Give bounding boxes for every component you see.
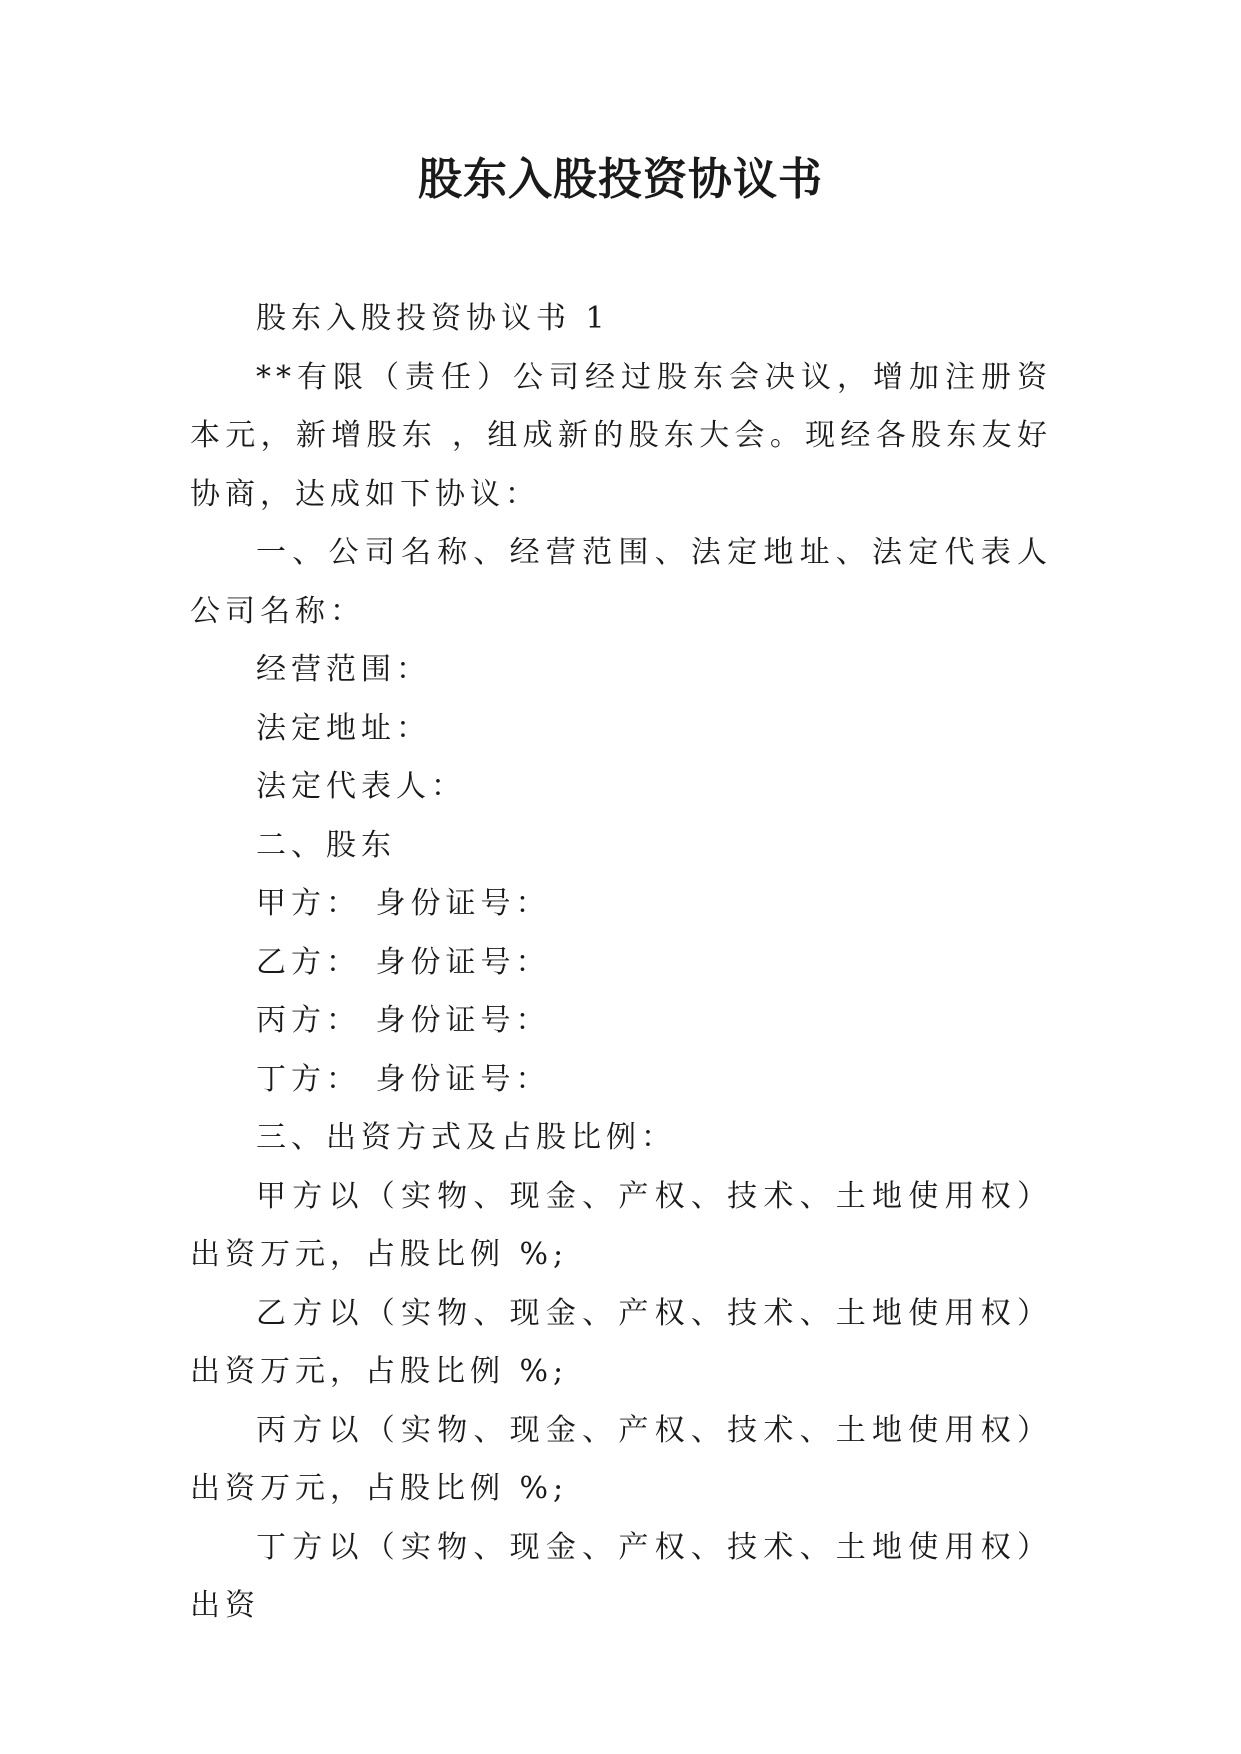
paragraph-party-b: 乙方： 身份证号：	[256, 944, 551, 980]
paragraph-party-d-contribution: 丁方以（实物、现金、产权、技术、土地使用权）出资	[190, 1529, 1052, 1623]
paragraph-party-a: 甲方： 身份证号：	[256, 886, 551, 921]
paragraph-section-3-heading: 三、出资方式及占股比例：	[256, 1120, 676, 1155]
paragraph-business-scope: 经营范围：	[256, 652, 431, 687]
paragraph-subtitle: 股东入股投资协议书 1	[256, 301, 610, 336]
paragraph-party-d: 丁方： 身份证号：	[256, 1061, 551, 1097]
paragraph-preamble: **有限（责任）公司经过股东会决议，增加注册资本元，新增股东 ，组成新的股东大会。现经各股东友好协商，达成如下协议：	[190, 359, 1052, 512]
paragraph-legal-representative: 法定代表人：	[256, 769, 466, 804]
paragraph-section-1-heading: 一、公司名称、经营范围、法定地址、法定代表人 公司名称：	[190, 535, 1052, 629]
paragraph-party-a-contribution: 甲方以（实物、现金、产权、技术、土地使用权）出资万元，占股比例 %;	[190, 1178, 1052, 1272]
paragraph-party-c: 丙方： 身份证号：	[256, 1003, 551, 1038]
paragraph-legal-address: 法定地址：	[256, 710, 431, 746]
paragraph-party-b-contribution: 乙方以（实物、现金、产权、技术、土地使用权）出资万元，占股比例 %;	[190, 1295, 1052, 1389]
paragraph-section-2-heading: 二、股东	[256, 827, 396, 863]
document-title: 股东入股投资协议书	[418, 154, 823, 205]
paragraph-party-c-contribution: 丙方以（实物、现金、产权、技术、土地使用权）出资万元，占股比例 %;	[190, 1412, 1052, 1506]
document-body	[190, 290, 1052, 1636]
